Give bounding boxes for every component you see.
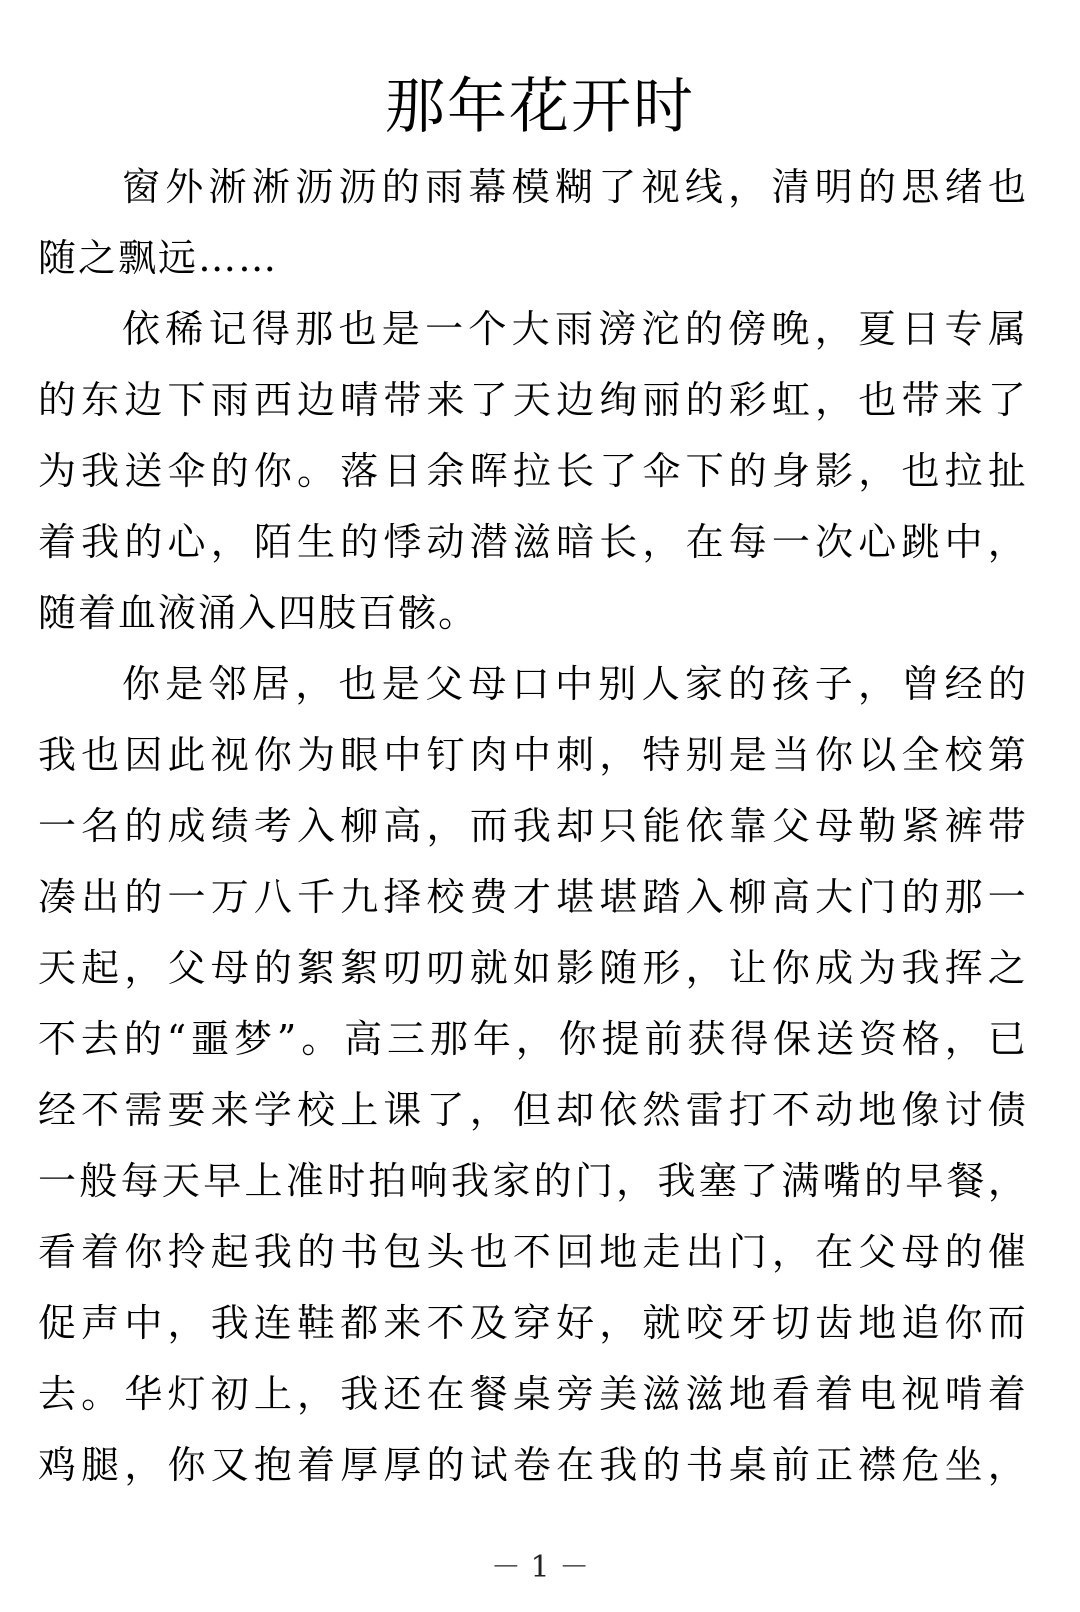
body-line: 你 是 邻 居 ， 也 是 父 母 口 中 别 人 家 的 孩 子 ， 曾 经 的 (122, 662, 1028, 706)
body-line: 去 。 华 灯 初 上 ， 我 还 在 餐 桌 旁 美 滋 滋 地 看 着 电 视 啃 着 (38, 1372, 1028, 1416)
body-line: 依 稀 记 得 那 也 是 一 个 大 雨 滂 沱 的 傍 晚 ， 夏 日 专 属 (122, 307, 1028, 351)
body-line: 窗 外 淅 淅 沥 沥 的 雨 幕 模 糊 了 视 线 ， 清 明 的 思 绪 也 (122, 165, 1028, 209)
body-line: 促 声 中 ， 我 连 鞋 都 来 不 及 穿 好 ， 就 咬 牙 切 齿 地 追 你 而 (38, 1301, 1028, 1345)
body-line: 经 不 需 要 来 学 校 上 课 了 ， 但 却 依 然 雷 打 不 动 地 像 讨 债 (38, 1088, 1028, 1132)
body-line: 随 着 血 液 涌 入 四 肢 百 骸 。 (38, 591, 479, 635)
body-line: 着 我 的 心 ， 陌 生 的 悸 动 潜 滋 暗 长 ， 在 每 一 次 心 跳 中 ， (38, 520, 1028, 564)
body-line: 看 着 你 拎 起 我 的 书 包 头 也 不 回 地 走 出 门 ， 在 父 母 的 催 (38, 1230, 1028, 1274)
body-line: 天 起 ， 父 母 的 絮 絮 叨 叨 就 如 影 随 形 ， 让 你 成 为 我 挥 之 (38, 946, 1028, 990)
body-line: 的 东 边 下 雨 西 边 晴 带 来 了 天 边 绚 丽 的 彩 虹 ， 也 带 来 了 (38, 378, 1028, 422)
body-line: 随 之 飘 远 … … (38, 236, 279, 280)
body-line: 我 也 因 此 视 你 为 眼 中 钉 肉 中 刺 ， 特 别 是 当 你 以 全 校 第 (38, 733, 1028, 777)
body-line: 不 去 的 “ 噩 梦 ” 。 高 三 那 年 ， 你 提 前 获 得 保 送 资 格 ， 已 (38, 1017, 1028, 1061)
document-body (38, 152, 1028, 1501)
document-title: 那年花开时 (385, 72, 695, 143)
body-line: 鸡 腿 ， 你 又 抱 着 厚 厚 的 试 卷 在 我 的 书 桌 前 正 襟 危 坐 ， (38, 1443, 1028, 1487)
page-number: － 1 － (490, 1550, 590, 1585)
body-line: 为 我 送 伞 的 你 。 落 日 余 晖 拉 长 了 伞 下 的 身 影 ， 也 拉 扯 (38, 449, 1028, 493)
body-line: 一 般 每 天 早 上 准 时 拍 响 我 家 的 门 ， 我 塞 了 满 嘴 的 早 餐 ， (38, 1159, 1028, 1203)
body-line: 一 名 的 成 绩 考 入 柳 高 ， 而 我 却 只 能 依 靠 父 母 勒 紧 裤 带 (38, 804, 1028, 848)
body-line: 凑 出 的 一 万 八 千 九 择 校 费 才 堪 堪 踏 入 柳 高 大 门 的 那 一 (38, 875, 1028, 919)
